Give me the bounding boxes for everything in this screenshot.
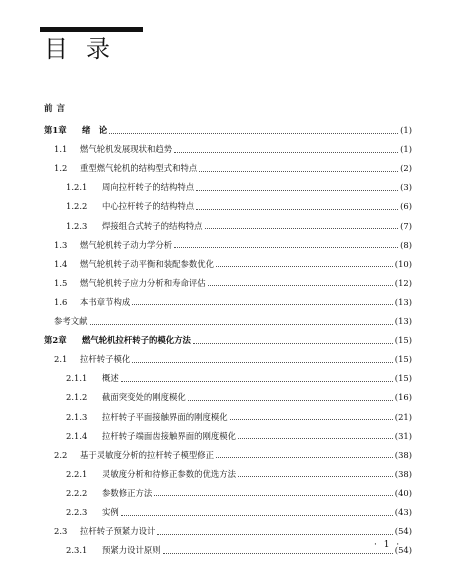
toc-entry-number: 1.1 — [54, 144, 68, 155]
toc-entry-page: (6) — [400, 201, 412, 212]
toc-entry-title: 拉杆转子平面接触界面的刚度模化 — [102, 411, 228, 422]
toc-entry-page: (1) — [400, 125, 412, 135]
toc-entry-title: 重型燃气轮机的结构型式和特点 — [80, 163, 198, 174]
toc-leader-dots — [238, 468, 393, 477]
toc-entry-title: 实例 — [102, 507, 119, 517]
toc-section-entry[interactable] — [54, 296, 412, 308]
toc-section-entry[interactable] — [54, 315, 412, 327]
toc-section-entry[interactable] — [66, 544, 412, 556]
toc-entry-title: 拉杆转子端面齿接触界面的刚度模化 — [102, 430, 236, 441]
toc-entry-title: 燃气轮机拉杆转子的模化方法 — [82, 335, 191, 346]
toc-leader-dots — [174, 144, 398, 153]
toc-entry-title: 参考文献 — [54, 316, 88, 326]
toc-entry-title: 燃气轮机发展现状和趋势 — [80, 144, 173, 155]
toc-entry-number: 2.1.3 — [66, 411, 88, 422]
toc-entry-number: 2.2.1 — [66, 468, 88, 479]
toc-leader-dots — [174, 239, 398, 248]
toc-section-entry[interactable] — [66, 411, 412, 423]
toc-leader-dots — [205, 220, 399, 229]
toc-entry-number: 2.2 — [54, 449, 68, 460]
toc-leader-dots — [193, 335, 393, 344]
page-number: · 1 · — [374, 540, 402, 550]
toc-entry-number: 1.2 — [54, 163, 68, 174]
toc-entry-number: 1.5 — [54, 277, 68, 288]
toc-entry-number: 2.3.1 — [66, 545, 88, 556]
toc-leader-dots — [196, 182, 398, 191]
title-rule — [40, 27, 143, 32]
toc-entry-number: 2.1.4 — [66, 430, 88, 441]
toc-entry-page: (16) — [394, 392, 412, 403]
toc-leader-dots — [199, 163, 398, 172]
toc-entry-page: (43) — [394, 507, 412, 517]
toc-section-entry[interactable] — [54, 258, 412, 270]
toc-leader-dots — [121, 373, 393, 382]
toc-section-entry[interactable] — [54, 449, 412, 461]
page-title: 目录 — [44, 35, 128, 63]
toc-entry-title: 灵敏度分析和待修正参数的优选方法 — [102, 468, 236, 479]
toc-entry-page: (38) — [394, 468, 412, 479]
toc-entry-number: 1.3 — [54, 239, 68, 250]
toc-entry-page: (38) — [394, 449, 412, 460]
toc-section-entry[interactable] — [66, 200, 412, 212]
toc-entry-page: (3) — [400, 182, 412, 193]
toc-entry-page: (13) — [394, 296, 412, 307]
toc-section-entry[interactable] — [66, 487, 412, 499]
toc-entry-page: (40) — [394, 487, 412, 498]
toc-entry-page: (1) — [400, 144, 412, 155]
toc-entry-title: 燃气轮机转子动平衡和装配参数优化 — [80, 258, 214, 269]
toc-entry-page: (7) — [400, 220, 412, 231]
toc-entry-number: 第1章 — [44, 125, 67, 135]
toc-entry-title: 拉杆转子预紧力设计 — [80, 526, 156, 537]
toc-entry-title: 拉杆转子模化 — [80, 354, 131, 365]
toc-section-entry[interactable] — [66, 468, 412, 480]
toc-leader-dots — [196, 201, 398, 210]
toc-entry-number: 1.2.3 — [66, 220, 88, 231]
toc-leader-dots — [90, 316, 393, 325]
toc-entry-page: (2) — [400, 163, 412, 174]
toc-leader-dots — [216, 449, 393, 458]
toc-entry-number: 2.3 — [54, 526, 68, 537]
toc-section-entry[interactable] — [66, 430, 412, 442]
toc-section-entry[interactable] — [54, 353, 412, 365]
toc-entry-title: 燃气轮机转子动力学分析 — [80, 239, 173, 250]
toc-section-entry[interactable] — [66, 506, 412, 518]
toc-entry-number: 1.2.1 — [66, 182, 88, 193]
toc-entry-page: (8) — [400, 239, 412, 250]
toc-entry-page: (12) — [394, 277, 412, 288]
toc-entry-page: (31) — [394, 430, 412, 441]
toc-entry-title: 概述 — [102, 373, 119, 384]
toc-entry-page: (13) — [394, 316, 412, 326]
toc-section-entry[interactable] — [66, 372, 412, 384]
toc-entry-page: (15) — [394, 335, 412, 346]
toc-entry-page: (15) — [394, 373, 412, 384]
toc-entry-title: 参数修正方法 — [102, 487, 153, 498]
toc-chapter-entry[interactable] — [44, 124, 412, 136]
toc-chapter-entry[interactable] — [44, 334, 412, 346]
toc-leader-dots — [216, 258, 393, 267]
toc-entry-page: (21) — [394, 411, 412, 422]
toc-entry-title: 预紧力设计原则 — [102, 545, 161, 556]
toc-leader-dots — [230, 411, 393, 420]
toc-entry-page: (10) — [394, 258, 412, 269]
toc-entry-number: 2.1.2 — [66, 392, 88, 403]
toc-entry-title: 中心拉杆转子的结构特点 — [102, 201, 195, 212]
toc-leader-dots — [109, 125, 398, 134]
toc-entry-title: 截面突变处的刚度模化 — [102, 392, 186, 403]
toc-entry-page: (54) — [394, 526, 412, 537]
toc-section-entry[interactable] — [66, 220, 412, 232]
toc-leader-dots — [157, 526, 392, 535]
toc-entry-number: 2.2.2 — [66, 487, 88, 498]
toc-entry-title: 本书章节构成 — [80, 296, 131, 307]
toc-section-entry[interactable] — [66, 181, 412, 193]
toc-entry-number: 1.6 — [54, 296, 68, 307]
preface-heading: 前言 — [44, 104, 70, 114]
toc-section-entry[interactable] — [54, 143, 412, 155]
toc-entry-number: 2.1.1 — [66, 373, 88, 384]
toc-leader-dots — [208, 277, 393, 286]
toc-section-entry[interactable] — [54, 162, 412, 174]
toc-entry-title: 绪 论 — [82, 125, 108, 135]
toc-entry-number: 2.2.3 — [66, 507, 88, 517]
toc-section-entry[interactable] — [54, 239, 412, 251]
toc-section-entry[interactable] — [54, 277, 412, 289]
toc-entry-number: 第2章 — [44, 335, 67, 346]
toc-entry-title: 周向拉杆转子的结构特点 — [102, 182, 195, 193]
toc-entry-title: 燃气轮机转子应力分析和寿命评估 — [80, 277, 206, 288]
toc-entry-title: 焊接组合式转子的结构特点 — [102, 220, 203, 231]
toc-leader-dots — [163, 545, 393, 554]
toc-entry-page: (15) — [394, 354, 412, 365]
toc-section-entry[interactable] — [54, 525, 412, 537]
toc-leader-dots — [132, 296, 393, 305]
toc-entry-title: 基于灵敏度分析的拉杆转子模型修正 — [80, 449, 214, 460]
toc-entry-number: 1.4 — [54, 258, 68, 269]
toc-leader-dots — [132, 354, 393, 363]
toc-leader-dots — [238, 430, 393, 439]
toc-leader-dots — [154, 487, 393, 496]
toc-section-entry[interactable] — [66, 391, 412, 403]
toc-entry-number: 2.1 — [54, 354, 68, 365]
toc-leader-dots — [121, 507, 393, 516]
toc-leader-dots — [188, 392, 393, 401]
toc-entry-page: (54) — [394, 545, 412, 556]
toc-entry-number: 1.2.2 — [66, 201, 88, 212]
